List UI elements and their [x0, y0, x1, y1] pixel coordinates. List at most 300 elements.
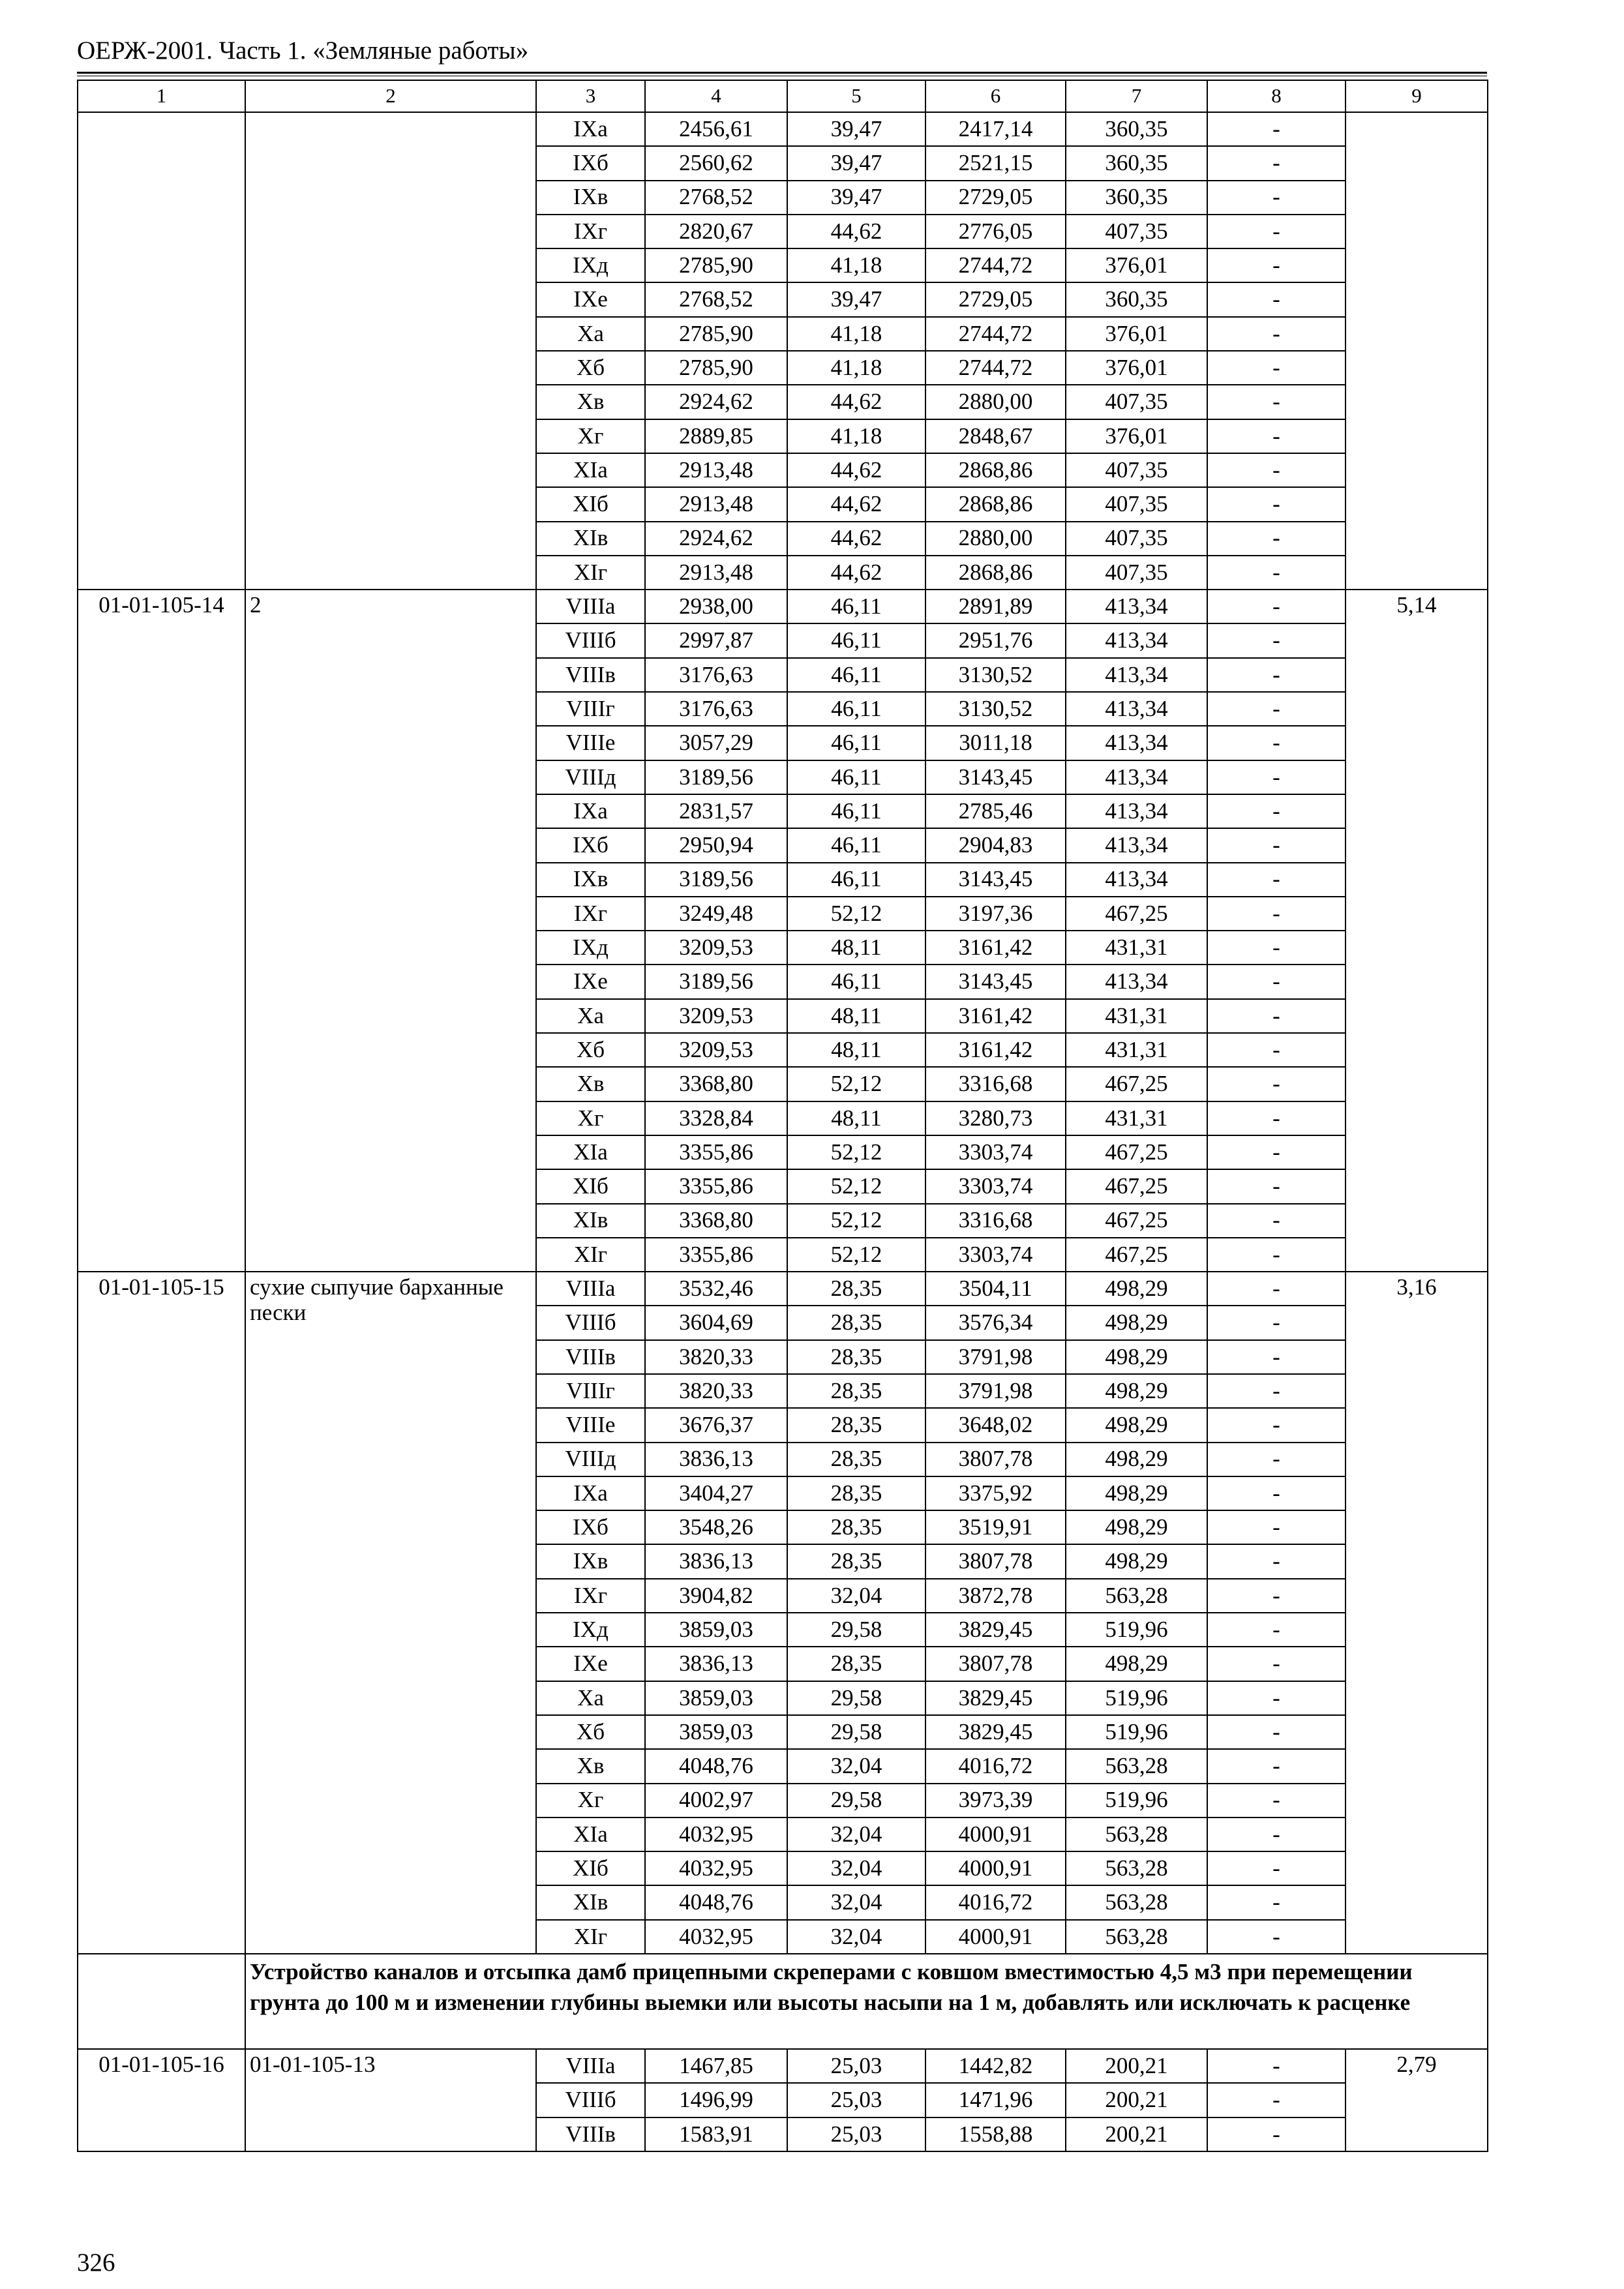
- total-cost-cell: 2924,62: [645, 385, 787, 419]
- machinists-wages-cell: 519,96: [1066, 1681, 1207, 1715]
- wages-cell: 32,04: [787, 1885, 925, 1919]
- column-header-row: [78, 80, 1488, 112]
- wages-cell: 28,35: [787, 1476, 925, 1510]
- total-cost-cell: 2938,00: [645, 590, 787, 623]
- machine-cost-cell: 2904,83: [925, 828, 1066, 862]
- wages-cell: 39,47: [787, 181, 925, 215]
- machine-cost-cell: 3280,73: [925, 1101, 1066, 1135]
- materials-cell: -: [1207, 828, 1346, 862]
- wages-cell: 29,58: [787, 1613, 925, 1647]
- materials-cell: -: [1207, 282, 1346, 316]
- soil-class-cell: IXг: [536, 897, 645, 931]
- soil-class-cell: VIIIб: [536, 1306, 645, 1339]
- total-cost-cell: 3676,37: [645, 1408, 787, 1442]
- machinists-wages-cell: 498,29: [1066, 1340, 1207, 1374]
- soil-class-cell: IXв: [536, 1544, 645, 1578]
- empty-cell: [78, 1954, 245, 2049]
- total-cost-cell: 3604,69: [645, 1306, 787, 1339]
- wages-cell: 28,35: [787, 1408, 925, 1442]
- materials-cell: -: [1207, 726, 1346, 760]
- machinists-wages-cell: 413,34: [1066, 658, 1207, 692]
- materials-cell: -: [1207, 1885, 1346, 1919]
- materials-cell: -: [1207, 1033, 1346, 1067]
- soil-class-cell: IXд: [536, 1613, 645, 1647]
- description-cell: сухие сыпучие барханные пески: [245, 1272, 536, 1954]
- machinists-wages-cell: 467,25: [1066, 1204, 1207, 1238]
- wages-cell: 25,03: [787, 2049, 925, 2083]
- materials-cell: -: [1207, 487, 1346, 521]
- soil-class-cell: IXе: [536, 282, 645, 316]
- soil-class-cell: Xв: [536, 1749, 645, 1783]
- wages-cell: 32,04: [787, 1579, 925, 1613]
- total-cost-cell: 3820,33: [645, 1374, 787, 1408]
- total-cost-cell: 3328,84: [645, 1101, 787, 1135]
- machine-cost-cell: 3791,98: [925, 1374, 1066, 1408]
- machine-cost-cell: 2729,05: [925, 181, 1066, 215]
- description-cell: 01-01-105-13: [245, 2049, 536, 2151]
- code-cell: 01-01-105-14: [78, 590, 245, 1272]
- machinists-wages-cell: 407,35: [1066, 385, 1207, 419]
- wages-cell: 44,62: [787, 556, 925, 590]
- machine-cost-cell: 3576,34: [925, 1306, 1066, 1339]
- total-cost-cell: 3355,86: [645, 1169, 787, 1203]
- soil-class-cell: IXб: [536, 146, 645, 180]
- machinists-wages-cell: 413,34: [1066, 726, 1207, 760]
- materials-cell: -: [1207, 1749, 1346, 1783]
- machine-cost-cell: 2848,67: [925, 419, 1066, 453]
- soil-class-cell: XIг: [536, 1920, 645, 1954]
- section-title-row: [78, 1954, 1488, 2049]
- machinists-wages-cell: 413,34: [1066, 794, 1207, 828]
- total-cost-cell: 3836,13: [645, 1443, 787, 1476]
- machine-cost-cell: 1471,96: [925, 2083, 1066, 2117]
- materials-cell: -: [1207, 794, 1346, 828]
- section-title: Устройство каналов и отсыпка дамб прицепными скреперами с ковшом вместимостью 4,5 м3 при перемещении грунта до 100 м и изменении глубины выемки или высоты насыпи на 1 м, добавлять или исключать к расценке: [245, 1954, 1488, 2049]
- machine-cost-cell: 3316,68: [925, 1067, 1066, 1101]
- soil-class-cell: VIIIа: [536, 1272, 645, 1306]
- soil-class-cell: Xг: [536, 1101, 645, 1135]
- soil-class-cell: Xв: [536, 1067, 645, 1101]
- total-cost-cell: 3859,03: [645, 1715, 787, 1749]
- soil-class-cell: VIIIа: [536, 590, 645, 623]
- soil-class-cell: Xа: [536, 1681, 645, 1715]
- total-cost-cell: 3355,86: [645, 1135, 787, 1169]
- machinists-wages-cell: 200,21: [1066, 2049, 1207, 2083]
- materials-cell: -: [1207, 760, 1346, 794]
- labor-cost-cell: 2,79: [1346, 2049, 1488, 2151]
- code-cell: 01-01-105-15: [78, 1272, 245, 1954]
- machinists-wages-cell: 413,34: [1066, 623, 1207, 657]
- machine-cost-cell: 3161,42: [925, 931, 1066, 965]
- machinists-wages-cell: 360,35: [1066, 282, 1207, 316]
- total-cost-cell: 3209,53: [645, 1033, 787, 1067]
- materials-cell: -: [1207, 1204, 1346, 1238]
- labor-cost-cell: 5,14: [1346, 590, 1488, 1272]
- total-cost-cell: 4002,97: [645, 1784, 787, 1818]
- soil-class-cell: Xа: [536, 999, 645, 1033]
- machine-cost-cell: 2891,89: [925, 590, 1066, 623]
- wages-cell: 52,12: [787, 1238, 925, 1272]
- machinists-wages-cell: 467,25: [1066, 1169, 1207, 1203]
- machinists-wages-cell: 563,28: [1066, 1851, 1207, 1885]
- materials-cell: -: [1207, 419, 1346, 453]
- machine-cost-cell: 2521,15: [925, 146, 1066, 180]
- wages-cell: 39,47: [787, 282, 925, 316]
- wages-cell: 52,12: [787, 1067, 925, 1101]
- total-cost-cell: 3904,82: [645, 1579, 787, 1613]
- materials-cell: -: [1207, 1851, 1346, 1885]
- soil-class-cell: XIа: [536, 1818, 645, 1851]
- table-row: [78, 2049, 1488, 2083]
- column-header: 1: [78, 80, 245, 112]
- wages-cell: 29,58: [787, 1715, 925, 1749]
- machine-cost-cell: 3316,68: [925, 1204, 1066, 1238]
- machine-cost-cell: 2868,86: [925, 556, 1066, 590]
- total-cost-cell: 2913,48: [645, 487, 787, 521]
- soil-class-cell: IXб: [536, 1510, 645, 1544]
- description-cell: 2: [245, 590, 536, 1272]
- total-cost-cell: 2997,87: [645, 623, 787, 657]
- machinists-wages-cell: 519,96: [1066, 1613, 1207, 1647]
- materials-cell: -: [1207, 999, 1346, 1033]
- materials-cell: -: [1207, 215, 1346, 248]
- soil-class-cell: IXб: [536, 828, 645, 862]
- wages-cell: 32,04: [787, 1818, 925, 1851]
- machinists-wages-cell: 413,34: [1066, 863, 1207, 897]
- wages-cell: 44,62: [787, 453, 925, 487]
- total-cost-cell: 4032,95: [645, 1920, 787, 1954]
- machine-cost-cell: 3303,74: [925, 1135, 1066, 1169]
- machinists-wages-cell: 360,35: [1066, 146, 1207, 180]
- machine-cost-cell: 3872,78: [925, 1579, 1066, 1613]
- page-header-title: ОЕРЖ-2001. Часть 1. «Земляные работы»: [77, 37, 529, 65]
- total-cost-cell: 2785,90: [645, 351, 787, 385]
- materials-cell: -: [1207, 1067, 1346, 1101]
- machinists-wages-cell: 563,28: [1066, 1749, 1207, 1783]
- machinists-wages-cell: 519,96: [1066, 1715, 1207, 1749]
- soil-class-cell: Xв: [536, 385, 645, 419]
- total-cost-cell: 3859,03: [645, 1681, 787, 1715]
- machinists-wages-cell: 498,29: [1066, 1510, 1207, 1544]
- total-cost-cell: 3368,80: [645, 1204, 787, 1238]
- machine-cost-cell: 3829,45: [925, 1715, 1066, 1749]
- wages-cell: 46,11: [787, 658, 925, 692]
- machinists-wages-cell: 431,31: [1066, 1033, 1207, 1067]
- total-cost-cell: 3176,63: [645, 692, 787, 726]
- machinists-wages-cell: 413,34: [1066, 590, 1207, 623]
- machine-cost-cell: 3807,78: [925, 1544, 1066, 1578]
- wages-cell: 28,35: [787, 1374, 925, 1408]
- soil-class-cell: XIг: [536, 556, 645, 590]
- materials-cell: -: [1207, 1715, 1346, 1749]
- total-cost-cell: 3836,13: [645, 1647, 787, 1681]
- total-cost-cell: 2924,62: [645, 522, 787, 556]
- machine-cost-cell: 1558,88: [925, 2117, 1066, 2151]
- wages-cell: 29,58: [787, 1784, 925, 1818]
- machinists-wages-cell: 498,29: [1066, 1544, 1207, 1578]
- machine-cost-cell: 3130,52: [925, 658, 1066, 692]
- materials-cell: -: [1207, 1374, 1346, 1408]
- soil-class-cell: IXг: [536, 1579, 645, 1613]
- machinists-wages-cell: 498,29: [1066, 1408, 1207, 1442]
- materials-cell: -: [1207, 1510, 1346, 1544]
- total-cost-cell: 3836,13: [645, 1544, 787, 1578]
- machinists-wages-cell: 467,25: [1066, 1135, 1207, 1169]
- machine-cost-cell: 2880,00: [925, 522, 1066, 556]
- machine-cost-cell: 3143,45: [925, 863, 1066, 897]
- wages-cell: 48,11: [787, 999, 925, 1033]
- machinists-wages-cell: 498,29: [1066, 1272, 1207, 1306]
- soil-class-cell: Xб: [536, 1033, 645, 1067]
- machine-cost-cell: 4016,72: [925, 1749, 1066, 1783]
- rates-table: [77, 80, 1488, 2152]
- soil-class-cell: IXв: [536, 863, 645, 897]
- wages-cell: 28,35: [787, 1647, 925, 1681]
- total-cost-cell: 2820,67: [645, 215, 787, 248]
- materials-cell: -: [1207, 623, 1346, 657]
- machine-cost-cell: 2744,72: [925, 317, 1066, 351]
- code-cell: [78, 112, 245, 590]
- materials-cell: -: [1207, 1784, 1346, 1818]
- materials-cell: -: [1207, 1101, 1346, 1135]
- machine-cost-cell: 3807,78: [925, 1443, 1066, 1476]
- wages-cell: 41,18: [787, 351, 925, 385]
- total-cost-cell: 2950,94: [645, 828, 787, 862]
- machinists-wages-cell: 360,35: [1066, 112, 1207, 146]
- materials-cell: -: [1207, 1408, 1346, 1442]
- soil-class-cell: IXа: [536, 1476, 645, 1510]
- soil-class-cell: XIб: [536, 1851, 645, 1885]
- materials-cell: -: [1207, 351, 1346, 385]
- machine-cost-cell: 2868,86: [925, 453, 1066, 487]
- soil-class-cell: IXг: [536, 215, 645, 248]
- soil-class-cell: VIIIд: [536, 1443, 645, 1476]
- materials-cell: -: [1207, 1340, 1346, 1374]
- machine-cost-cell: 2729,05: [925, 282, 1066, 316]
- wages-cell: 46,11: [787, 623, 925, 657]
- materials-cell: -: [1207, 1272, 1346, 1306]
- total-cost-cell: 2831,57: [645, 794, 787, 828]
- description-cell: [245, 112, 536, 590]
- machinists-wages-cell: 407,35: [1066, 453, 1207, 487]
- page-number: 326: [77, 2249, 115, 2277]
- machine-cost-cell: 2951,76: [925, 623, 1066, 657]
- total-cost-cell: 1467,85: [645, 2049, 787, 2083]
- materials-cell: -: [1207, 1647, 1346, 1681]
- machine-cost-cell: 3011,18: [925, 726, 1066, 760]
- column-header: 7: [1066, 80, 1207, 112]
- labor-cost-cell: 3,16: [1346, 1272, 1488, 1954]
- materials-cell: -: [1207, 2083, 1346, 2117]
- machinists-wages-cell: 413,34: [1066, 828, 1207, 862]
- total-cost-cell: 3209,53: [645, 931, 787, 965]
- wages-cell: 46,11: [787, 726, 925, 760]
- machine-cost-cell: 3973,39: [925, 1784, 1066, 1818]
- rates-table-body: [78, 80, 1488, 2151]
- materials-cell: -: [1207, 453, 1346, 487]
- total-cost-cell: 3189,56: [645, 760, 787, 794]
- materials-cell: -: [1207, 2049, 1346, 2083]
- total-cost-cell: 3404,27: [645, 1476, 787, 1510]
- wages-cell: 46,11: [787, 692, 925, 726]
- wages-cell: 25,03: [787, 2083, 925, 2117]
- soil-class-cell: XIб: [536, 1169, 645, 1203]
- wages-cell: 41,18: [787, 248, 925, 282]
- machinists-wages-cell: 376,01: [1066, 248, 1207, 282]
- total-cost-cell: 3532,46: [645, 1272, 787, 1306]
- wages-cell: 48,11: [787, 1101, 925, 1135]
- total-cost-cell: 3355,86: [645, 1238, 787, 1272]
- materials-cell: -: [1207, 1443, 1346, 1476]
- machine-cost-cell: 4000,91: [925, 1818, 1066, 1851]
- soil-class-cell: XIб: [536, 487, 645, 521]
- table-row: [78, 590, 1488, 623]
- machine-cost-cell: 4016,72: [925, 1885, 1066, 1919]
- soil-class-cell: XIв: [536, 1204, 645, 1238]
- machinists-wages-cell: 563,28: [1066, 1885, 1207, 1919]
- total-cost-cell: 4032,95: [645, 1818, 787, 1851]
- materials-cell: -: [1207, 1613, 1346, 1647]
- wages-cell: 28,35: [787, 1544, 925, 1578]
- column-header: 9: [1346, 80, 1488, 112]
- materials-cell: -: [1207, 658, 1346, 692]
- soil-class-cell: XIв: [536, 1885, 645, 1919]
- soil-class-cell: VIIIг: [536, 692, 645, 726]
- wages-cell: 46,11: [787, 863, 925, 897]
- machine-cost-cell: 3303,74: [925, 1238, 1066, 1272]
- wages-cell: 28,35: [787, 1510, 925, 1544]
- total-cost-cell: 3189,56: [645, 863, 787, 897]
- wages-cell: 32,04: [787, 1920, 925, 1954]
- total-cost-cell: 2768,52: [645, 282, 787, 316]
- wages-cell: 39,47: [787, 112, 925, 146]
- soil-class-cell: VIIIе: [536, 726, 645, 760]
- machinists-wages-cell: 563,28: [1066, 1579, 1207, 1613]
- materials-cell: -: [1207, 1544, 1346, 1578]
- machine-cost-cell: 3197,36: [925, 897, 1066, 931]
- materials-cell: -: [1207, 1681, 1346, 1715]
- wages-cell: 28,35: [787, 1340, 925, 1374]
- materials-cell: -: [1207, 146, 1346, 180]
- total-cost-cell: 4048,76: [645, 1885, 787, 1919]
- total-cost-cell: 3176,63: [645, 658, 787, 692]
- wages-cell: 32,04: [787, 1749, 925, 1783]
- column-header: 3: [536, 80, 645, 112]
- machinists-wages-cell: 498,29: [1066, 1374, 1207, 1408]
- machine-cost-cell: 3143,45: [925, 760, 1066, 794]
- machine-cost-cell: 2880,00: [925, 385, 1066, 419]
- wages-cell: 28,35: [787, 1306, 925, 1339]
- soil-class-cell: IXд: [536, 248, 645, 282]
- machine-cost-cell: 3791,98: [925, 1340, 1066, 1374]
- machinists-wages-cell: 200,21: [1066, 2117, 1207, 2151]
- wages-cell: 52,12: [787, 1204, 925, 1238]
- materials-cell: -: [1207, 1238, 1346, 1272]
- soil-class-cell: Xб: [536, 1715, 645, 1749]
- materials-cell: -: [1207, 385, 1346, 419]
- wages-cell: 46,11: [787, 965, 925, 998]
- machine-cost-cell: 2417,14: [925, 112, 1066, 146]
- machine-cost-cell: 2868,86: [925, 487, 1066, 521]
- machinists-wages-cell: 407,35: [1066, 556, 1207, 590]
- machinists-wages-cell: 563,28: [1066, 1818, 1207, 1851]
- materials-cell: -: [1207, 965, 1346, 998]
- wages-cell: 44,62: [787, 522, 925, 556]
- total-cost-cell: 3820,33: [645, 1340, 787, 1374]
- column-header: 2: [245, 80, 536, 112]
- wages-cell: 41,18: [787, 317, 925, 351]
- machine-cost-cell: 4000,91: [925, 1920, 1066, 1954]
- machinists-wages-cell: 467,25: [1066, 897, 1207, 931]
- wages-cell: 46,11: [787, 794, 925, 828]
- total-cost-cell: 1583,91: [645, 2117, 787, 2151]
- machinists-wages-cell: 413,34: [1066, 692, 1207, 726]
- soil-class-cell: VIIIб: [536, 2083, 645, 2117]
- soil-class-cell: VIIIа: [536, 2049, 645, 2083]
- machine-cost-cell: 1442,82: [925, 2049, 1066, 2083]
- soil-class-cell: VIIIв: [536, 658, 645, 692]
- machine-cost-cell: 3519,91: [925, 1510, 1066, 1544]
- soil-class-cell: IXд: [536, 931, 645, 965]
- materials-cell: -: [1207, 863, 1346, 897]
- soil-class-cell: XIв: [536, 522, 645, 556]
- machinists-wages-cell: 407,35: [1066, 487, 1207, 521]
- machine-cost-cell: 4000,91: [925, 1851, 1066, 1885]
- wages-cell: 46,11: [787, 760, 925, 794]
- soil-class-cell: Xг: [536, 1784, 645, 1818]
- soil-class-cell: Xа: [536, 317, 645, 351]
- soil-class-cell: VIIIг: [536, 1374, 645, 1408]
- machine-cost-cell: 2785,46: [925, 794, 1066, 828]
- wages-cell: 28,35: [787, 1272, 925, 1306]
- column-header: 8: [1207, 80, 1346, 112]
- total-cost-cell: 1496,99: [645, 2083, 787, 2117]
- machine-cost-cell: 3807,78: [925, 1647, 1066, 1681]
- machinists-wages-cell: 431,31: [1066, 931, 1207, 965]
- materials-cell: -: [1207, 248, 1346, 282]
- soil-class-cell: Xб: [536, 351, 645, 385]
- machinists-wages-cell: 376,01: [1066, 317, 1207, 351]
- machinists-wages-cell: 376,01: [1066, 351, 1207, 385]
- column-header: 5: [787, 80, 925, 112]
- total-cost-cell: 3548,26: [645, 1510, 787, 1544]
- soil-class-cell: XIг: [536, 1238, 645, 1272]
- column-header: 6: [925, 80, 1066, 112]
- machinists-wages-cell: 407,35: [1066, 215, 1207, 248]
- wages-cell: 48,11: [787, 931, 925, 965]
- materials-cell: -: [1207, 556, 1346, 590]
- machine-cost-cell: 3161,42: [925, 999, 1066, 1033]
- materials-cell: -: [1207, 2117, 1346, 2151]
- machinists-wages-cell: 407,35: [1066, 522, 1207, 556]
- soil-class-cell: VIIIв: [536, 2117, 645, 2151]
- wages-cell: 52,12: [787, 1169, 925, 1203]
- total-cost-cell: 3189,56: [645, 965, 787, 998]
- total-cost-cell: 3859,03: [645, 1613, 787, 1647]
- total-cost-cell: 2889,85: [645, 419, 787, 453]
- total-cost-cell: 2560,62: [645, 146, 787, 180]
- machine-cost-cell: 3504,11: [925, 1272, 1066, 1306]
- column-header: 4: [645, 80, 787, 112]
- soil-class-cell: IXв: [536, 181, 645, 215]
- total-cost-cell: 3249,48: [645, 897, 787, 931]
- wages-cell: 25,03: [787, 2117, 925, 2151]
- soil-class-cell: VIIIе: [536, 1408, 645, 1442]
- machine-cost-cell: 3829,45: [925, 1613, 1066, 1647]
- soil-class-cell: IXа: [536, 794, 645, 828]
- machinists-wages-cell: 431,31: [1066, 1101, 1207, 1135]
- table-row: [78, 112, 1488, 146]
